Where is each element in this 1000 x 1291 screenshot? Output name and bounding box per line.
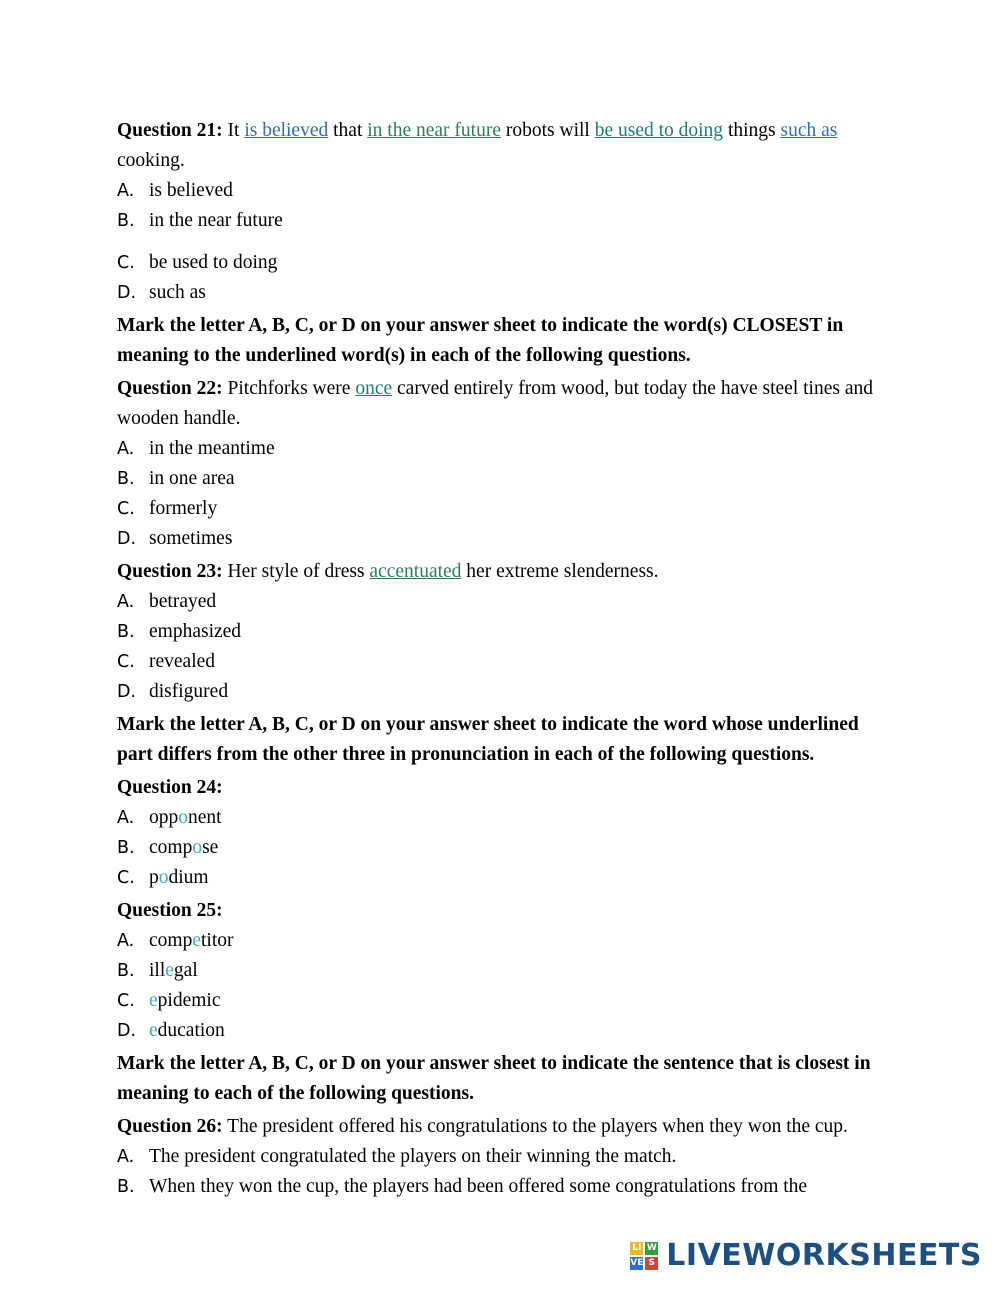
option-text-part: se [202,837,219,858]
answer-option[interactable] [117,206,883,236]
option-text-part: p [149,867,159,888]
answer-option[interactable] [117,587,883,617]
underlined-phrase: accentuated [369,561,462,582]
option-letter: A. [117,931,135,951]
question-label: Question 24: [117,777,223,798]
option-text: sometimes [149,528,233,549]
answer-option[interactable] [117,647,883,677]
answer-option[interactable] [117,1172,883,1202]
option-text: is believed [149,180,233,201]
option-text [149,926,883,956]
option-letter: D. [117,682,137,702]
option-text [149,1016,883,1046]
question-text: things [723,120,781,141]
option-letter: B. [117,622,135,642]
underlined-phrase: such as [780,120,838,141]
question-text: carved entirely from wood, but today the have steel tines and wooden handle. [117,378,873,429]
option-text [149,956,883,986]
option-letter: C. [117,652,135,672]
option-letter: B. [117,469,135,489]
answer-option[interactable] [117,926,883,956]
question-paragraph [117,557,883,587]
option-text: When they won the cup, the players had been offered some congratulations from the [149,1176,808,1197]
option-letter: A. [117,1147,135,1167]
question-label: Question 21: [117,120,223,141]
question-paragraph [117,773,883,803]
option-text [149,986,883,1016]
question-label: Question 23: [117,561,223,582]
question-text: robots will [500,120,595,141]
logo-tile-li: LI [632,1242,642,1253]
question-text: Pitchforks were [222,378,356,399]
answer-option[interactable] [117,803,883,833]
highlighted-letter: e [165,960,174,981]
option-text: The president congratulated the players on their winning the match. [149,1146,677,1167]
option-text: in one area [149,468,235,489]
question-label: Question 22: [117,378,223,399]
highlighted-letter: o [192,837,203,858]
instruction-paragraph: Mark the letter A, B, C, or D on your answer sheet to indicate the word(s) CLOSEST in meaning to the underlined word(s) in each of the following questions. [117,315,844,366]
option-text: such as [149,282,206,303]
option-text: in the near future [149,210,283,231]
question-label: Question 25: [117,900,223,921]
answer-option[interactable] [117,617,883,647]
option-text-part: nent [188,807,222,828]
option-text: disfigured [149,681,229,702]
answer-option[interactable] [117,524,883,554]
option-text-part: pidemic [157,990,221,1011]
option-letter: C. [117,499,135,519]
question-text: that [328,120,368,141]
option-letter: B. [117,211,135,231]
highlighted-letter: e [149,1020,158,1041]
liveworksheets-logo [630,1238,982,1273]
question-text: It [222,120,245,141]
question-paragraph [117,896,883,926]
answer-option[interactable] [117,863,883,893]
option-text-part: opp [149,807,179,828]
option-letter: A. [117,181,135,201]
underlined-phrase: in the near future [367,120,501,141]
answer-option[interactable] [117,1142,883,1172]
option-letter: A. [117,592,135,612]
option-text-part: comp [149,837,193,858]
option-letter: A. [117,439,135,459]
option-letter: D. [117,283,137,303]
option-text-part: ill [149,960,166,981]
answer-option[interactable] [117,494,883,524]
highlighted-letter: o [178,807,188,828]
answer-option[interactable] [117,434,883,464]
brand-name: LIVEWORKSHEETS [666,1238,982,1273]
option-text-part: ducation [157,1020,225,1041]
question-paragraph [117,116,883,176]
option-text: emphasized [149,621,242,642]
option-text [149,833,883,863]
option-text-part: gal [173,960,198,981]
underlined-phrase: is believed [244,120,329,141]
spacer [117,236,883,248]
option-text [149,863,883,893]
logo-tile-s: S [645,1257,658,1270]
document-content [117,113,883,1202]
answer-option[interactable] [117,176,883,206]
option-text-part: comp [149,930,193,951]
underlined-phrase: once [355,378,393,399]
answer-option[interactable] [117,464,883,494]
option-text-part: dium [168,867,209,888]
highlighted-letter: e [192,930,201,951]
option-letter: D. [117,1021,137,1041]
logo-mark-icon [630,1242,658,1270]
option-text: be used to doing [149,252,278,273]
underlined-phrase: be used to doing [594,120,724,141]
option-letter: B. [117,1177,135,1197]
question-text: her extreme slenderness. [461,561,659,582]
question-paragraph [117,374,883,434]
answer-option[interactable] [117,278,883,308]
answer-option[interactable] [117,956,883,986]
answer-option[interactable] [117,248,883,278]
highlighted-letter: o [158,867,169,888]
option-text: betrayed [149,591,217,612]
question-paragraph [117,1112,883,1142]
logo-tile-ve: VE [630,1257,644,1268]
question-text: cooking. [117,150,185,171]
question-text: The president offered his congratulations to the players when they won the cup. [222,1116,848,1137]
answer-option[interactable] [117,1016,883,1046]
option-text: in the meantime [149,438,275,459]
instruction-paragraph: Mark the letter A, B, C, or D on your answer sheet to indicate the sentence that is closest in meaning to each of the following questions. [117,1053,871,1104]
option-letter: B. [117,961,135,981]
option-letter: A. [117,808,135,828]
option-text-part: titor [200,930,234,951]
option-letter: B. [117,838,135,858]
question-text: Her style of dress [222,561,370,582]
option-letter: C. [117,991,135,1011]
option-text: revealed [149,651,216,672]
logo-tile-w: W [646,1242,657,1253]
option-text [149,803,883,833]
answer-option[interactable] [117,677,883,707]
answer-option[interactable] [117,986,883,1016]
option-letter: D. [117,529,137,549]
answer-option[interactable] [117,833,883,863]
instruction-paragraph: Mark the letter A, B, C, or D on your answer sheet to indicate the word whose underlined part differs from the other three in pronunciation in each of the following questions. [117,714,859,765]
option-text: formerly [149,498,218,519]
option-letter: C. [117,868,135,888]
option-letter: C. [117,253,135,273]
highlighted-letter: e [149,990,158,1011]
question-label: Question 26: [117,1116,223,1137]
